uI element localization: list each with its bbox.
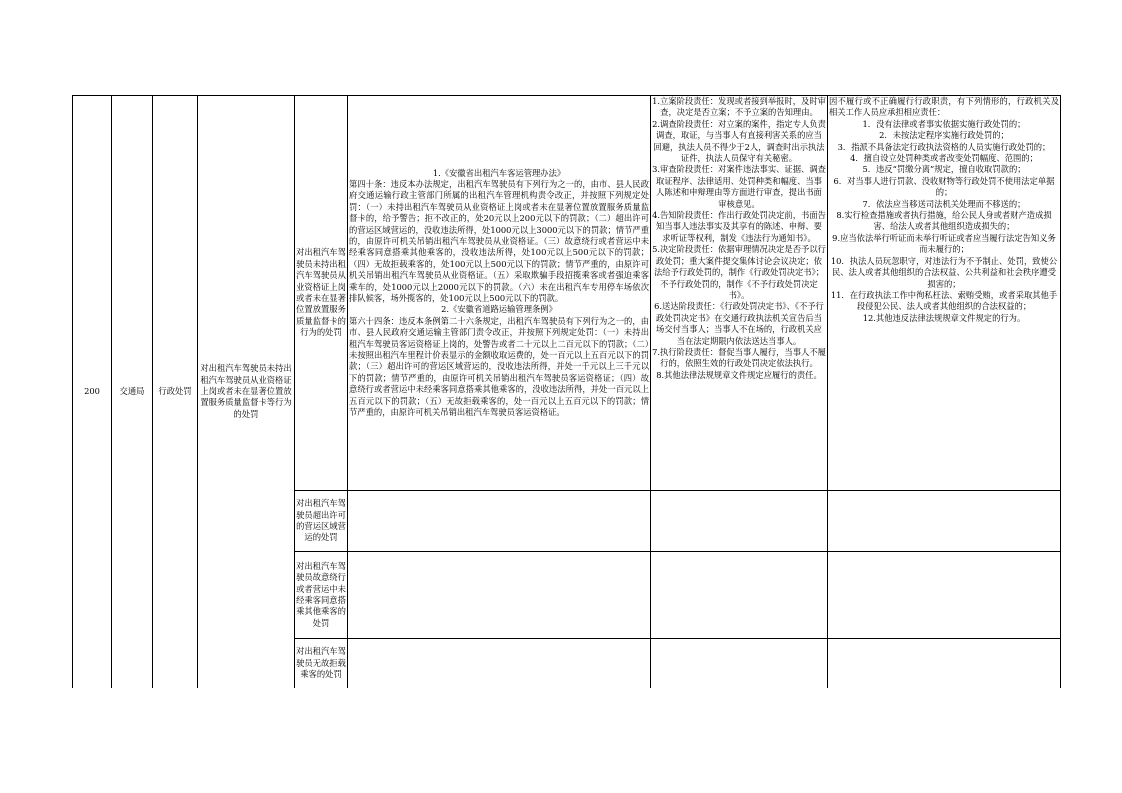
basis-title-2: 2.《安徽省道路运输管理条例》 (441, 304, 557, 315)
empty-cell (651, 491, 828, 552)
accountability-item-2: 2．未按法定程序实施行政处罚的； (879, 130, 1009, 141)
department: 交通局 (112, 96, 153, 688)
step-1: 1.立案阶段责任：发现或者接到举报时，及时审查，决定是否立案；不予立案的告知理由。 (652, 96, 826, 118)
step-4: 4.告知阶段责任：作出行政处罚决定前，书面告知当事人违法事实及其享有的陈述、申辩、要求听证等权利，制发《违法行为通知书》。 (652, 210, 826, 243)
responsibility-steps (651, 96, 828, 491)
sub-item-1: 对出租汽车驾驶员未持出租汽车驾驶员从业资格证上岗或者未在显著位置放置服务质量监督卡的行为的处罚 (295, 96, 348, 491)
step-6: 6.送达阶段责任：《行政处罚决定书》、《不予行政处罚决定书》在交通行政执法机关宣告后当场交付当事人；当事人不在场的，行政机关应当在法定期限内依法送达当事人。 (654, 301, 824, 346)
accountability-item-3: 3．指派不具备法定行政执法资格的人员实施行政处罚的； (837, 141, 1051, 152)
empty-cell (828, 552, 1061, 639)
power-type: 行政处罚 (153, 96, 198, 688)
step-5: 5.决定阶段责任：依据审理情况决定是否予以行政处罚；重大案件提交集体讨论会议决定；依法给予行政处罚的，制作《行政处罚决定书》；不予行政处罚的，制作《不予行政处罚决定书》。 (652, 244, 826, 300)
empty-cell (828, 639, 1061, 688)
accountability-item-5: 5．违反“罚缴分离”规定，擅自收取罚款的； (862, 164, 1026, 175)
sub-item-4: 对出租汽车驾驶员无故拒载乘客的处罚 (295, 639, 348, 688)
accountability-lead: 因不履行或不正确履行行政职责，有下列情形的，行政机关及相关工作人员应承担相应责任： (829, 96, 1059, 118)
accountability-item-7: 7．依法应当移送司法机关处理而不移送的； (862, 198, 1026, 209)
accountability-list (828, 96, 1061, 491)
accountability-item-8: 8.实行检查措施或者执行措施，给公民人身或者财产造成损害、给法人或者其他组织造成损失的； (836, 210, 1052, 232)
row-number: 200 (73, 96, 112, 688)
empty-cell (828, 491, 1061, 552)
basis-article-1: 第四十条：违反本办法规定，出租汽车驾驶员有下列行为之一的，由市、县人民政府交通运输行政主管部门所属的出租汽车管理机构责令改正，并按照下列规定处罚：（一）未持出租汽车驾驶员从业资格证上岗或者未在显著位置放置服务质量监督卡的，给予警告；拒不改正的，处20元以上200元以下的罚款；（二）超出许可的营运区域营运的，没收违法所得，处1000元以上3000元以下的罚款；情节严重的，由原许可机关吊销出租汽车驾驶员从业资格证。（三）故意绕行或者营运中未经乘客同意搭乘其他乘客的，没收违法所得，处100元以上500元以下的罚款；（四）无故拒载乘客的，处100元以上500元以下的罚款；情节严重的，由原许可机关吊销出租汽车驾驶员从业资格证。（五）采取欺骗手段招揽乘客或者强迫乘客乘车的，处1000元以上2000元以下的罚款。（六）未在出租汽车专用停车场依次排队候客，场外揽客的，处100元以上500元以下的罚款。 (349, 178, 649, 303)
step-3: 3.审查阶段责任：对案件违法事实、证据、调查取证程序、法律适用、处罚种类和幅度、当事人陈述和申辩理由等方面进行审查，提出书面审核意见。 (652, 164, 826, 209)
accountability-item-11: 11．在行政执法工作中徇私枉法、索贿受贿，或者采取其他手段侵犯公民、法人或者其他组织的合法权益的； (830, 289, 1058, 312)
accountability-item-10: 10．执法人员玩忽职守，对违法行为不予制止、处罚，致使公民、法人或者其他组织的合法权益、公共利益和社会秩序遭受损害的； (830, 255, 1058, 289)
basis-article-2: 第六十四条：违反本条例第二十六条规定，出租汽车驾驶员有下列行为之一的，由市、县人民政府交通运输主管部门责令改正，并按照下列规定处罚：（一）未持出租汽车驾驶员客运资格证上岗的，处警告或者二十元以上二百元以下的罚款；（二）未按照出租汽车里程计价表显示的金额收取运费的，处一百元以上五百元以下的罚款；（三）超出许可的营运区域营运的，没收违法所得，并处一千元以上三千元以下的罚款；情节严重的，由原许可机关吊销出租汽车驾驶员客运资格证；（四）故意绕行或者营运中未经乘客同意搭乘其他乘客的，没收违法所得，并处一百元以上五百元以下的罚款；（五）无故拒载乘客的，处一百元以上五百元以下的罚款；情节严重的，由原许可机关吊销出租汽车驾驶员客运资格证。 (349, 315, 649, 418)
accountability-item-12: 12.其他违反法律法规规章文件规定的行为。 (862, 312, 1026, 323)
step-7: 7.执行阶段责任：督促当事人履行，当事人不履行的，依照生效的行政处罚决定依法执行。 (652, 346, 826, 369)
accountability-item-9: 9.应当依法举行听证而未举行听证或者应当履行法定告知义务而未履行的； (832, 232, 1056, 255)
sub-item-3: 对出租汽车驾驶员故意绕行或者营运中未经乘客同意搭乘其他乘客的处罚 (295, 552, 348, 639)
accountability-item-6: 6．对当事人进行罚款、没收财物等行政处罚不使用法定单据的； (833, 175, 1055, 198)
sub-item-2: 对出租汽车驾驶员超出许可的营运区域营运的处罚 (295, 491, 348, 552)
empty-cell (651, 639, 828, 688)
empty-cell (651, 552, 828, 639)
step-2: 2.调查阶段责任：对立案的案件，指定专人负责调查，取证，与当事人有直接利害关系的应当回避，执法人员不得少于2人，调查时出示执法证件，执法人员保守有关秘密。 (652, 118, 826, 164)
empty-cell (348, 491, 651, 552)
basis-title-1: 1.《安徽省出租汽车客运管理办法》 (432, 167, 566, 178)
empty-cell (348, 552, 651, 639)
step-8: 8.其他法律法规规章文件规定应履行的责任。 (656, 369, 822, 380)
legal-basis (348, 96, 651, 491)
accountability-item-1: 1．没有法律或者事实依据实施行政处罚的； (862, 118, 1026, 129)
empty-cell (348, 639, 651, 688)
item-name: 对出租汽车驾驶员未持出租汽车驾驶员从业资格证上岗或者未在显著位置放置服务质量监督卡等行为的处罚 (198, 96, 295, 688)
power-list-table (72, 95, 1061, 688)
accountability-item-4: 4．擅自设立处罚种类或者改变处罚幅度、范围的； (850, 153, 1038, 164)
